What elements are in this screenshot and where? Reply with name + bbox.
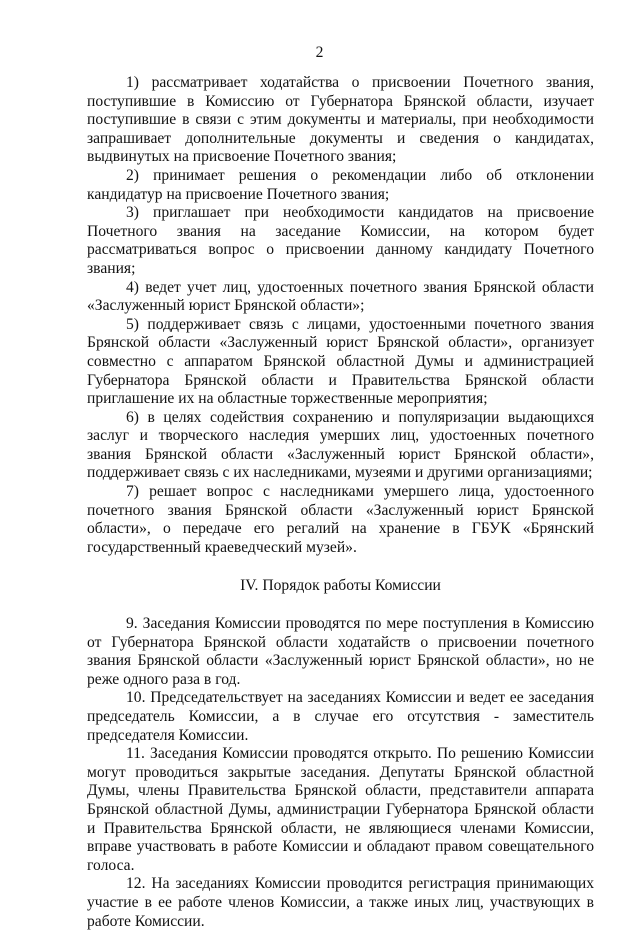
clause-12: 12. На заседаниях Комиссии проводится регистрация принимающих участие в ее работе членов Комиссии, а также иных лиц, участвующих в работе Комиссии. <box>87 875 594 930</box>
list-item-7: 7) решает вопрос с наследниками умершего лица, удостоенного почетного звания Брянской области «Заслуженный юрист Брянской области», о передаче его регалий на хранение в ГБУК «Брянский государственный краеведческий музей». <box>87 483 594 556</box>
clause-9: 9. Заседания Комиссии проводятся по мере поступления в Комиссию от Губернатора Брянской области ходатайств о присвоении почетного звания Брянской области «Заслуженный юрист Брянской области», но не реже одного раза в год. <box>87 615 594 688</box>
list-item-5: 5) поддерживает связь с лицами, удостоенными почетного звания Брянской области «Заслуженный юрист Брянской области», организует совместно с аппаратом Брянской областной Думы и администрацией Губернатора Брянской области и Правительства Брянской области приглашение их на областные торжественные мероприятия; <box>87 315 594 408</box>
page-number: 2 <box>315 44 324 61</box>
list-item-1: 1) рассматривает ходатайства о присвоении Почетного звания, поступившие в Комиссию от Губернатора Брянской области, изучает поступившие в связи с этим документы и материалы, при необходимости запрашивает дополнительные документы и сведения о кандидатах, выдвинутых на присвоение Почетного звания; <box>87 74 594 166</box>
list-item-4: 4) ведет учет лиц, удостоенных почетного звания Брянской области «Заслуженный юрист Брянской области»; <box>87 278 594 315</box>
list-item-2: 2) принимает решения о рекомендации либо об отклонении кандидатур на присвоение Почетного звания; <box>87 166 594 203</box>
list-item-6: 6) в целях содействия сохранению и популяризации выдающихся заслуг и творческого наследия умерших лиц, удостоенных почетного звания Брянской области «Заслуженный юрист Брянской области», поддерживает связь с их наследниками, музеями и другими организациями; <box>87 408 594 482</box>
clause-10: 10. Председательствует на заседаниях Комиссии и ведет ее заседания председатель Комиссии, а в случае его отсутствия - заместитель председателя Комиссии. <box>87 689 594 744</box>
section-heading: IV. Порядок работы Комиссии <box>240 577 441 595</box>
clause-11: 11. Заседания Комиссии проводятся открыто. По решению Комиссии могут проводиться закрытые заседания. Депутаты Брянской областной Думы, члены Правительства Брянской области, представители аппарата Брянской областной Думы, администрации Губернатора Брянской области и Правительства Брянской области, не являющиеся членами Комиссии, вправе участвовать в работе Комиссии и обладают правом совещательного голоса. <box>87 745 594 874</box>
list-item-3: 3) приглашает при необходимости кандидатов на присвоение Почетного звания на заседание Комиссии, на котором будет рассматриваться вопрос о присвоении данному кандидату Почетного звания; <box>87 204 594 277</box>
document-body <box>87 74 594 931</box>
section-spacer <box>87 596 594 615</box>
